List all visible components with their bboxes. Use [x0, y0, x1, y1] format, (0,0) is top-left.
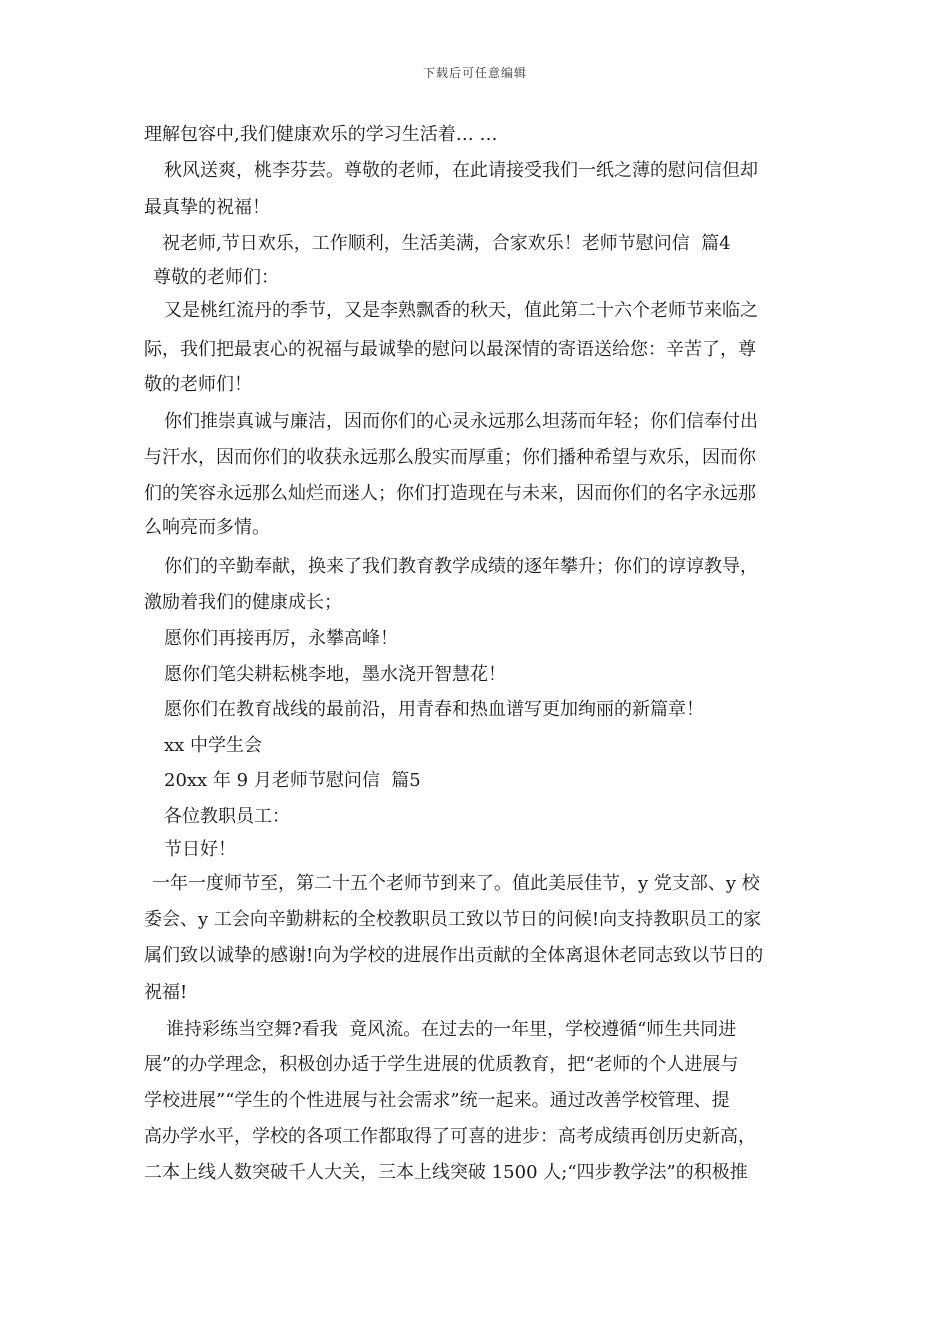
text-line: 秋风送爽，桃李芬芸。尊敬的老师，在此请接受我们一纸之薄的慰问信但却 — [164, 160, 758, 181]
text-line: 展”的办学理念，积极创办适于学生进展的优质教育，把“老师的个人进展与 — [144, 1054, 739, 1075]
text-line: 谁持彩练当空舞?看我 竟风流。在过去的一年里，学校遵循“师生共同进 — [166, 1019, 737, 1040]
text-line: 又是桃红流丹的季节，又是李熟飘香的秋天，值此第二十六个老师节来临之 — [164, 300, 758, 321]
text-line: 愿你们在教育战线的最前沿，用青春和热血谱写更加绚丽的新篇章！ — [164, 699, 704, 720]
text-line: 属们致以诚挚的感谢!向为学校的进展作出贡献的全体离退休老同志致以节日的 — [144, 945, 764, 966]
text-line: 委会、y 工会向辛勤耕耘的全校教职员工致以节日的问候!向支持教职员工的家 — [144, 909, 762, 930]
download-note-header: 下载后可任意编辑 — [422, 66, 527, 80]
text-line: 学校进展”“学生的个性进展与社会需求”统一起来。通过改善学校管理、提 — [144, 1090, 730, 1111]
text-line: 么响亮而多情。 — [144, 517, 270, 538]
text-line: 际，我们把最衷心的祝福与最诚挚的慰问以最深情的寄语送给您：辛苦了，尊 — [144, 339, 756, 360]
text-line: 与汗水，因而你们的收获永远那么殷实而厚重；你们播种希望与欢乐，因而你 — [144, 447, 756, 468]
text-line: 一年一度师节至，第二十五个老师节到来了。值此美辰佳节，y 党支部、y 校 — [152, 873, 760, 894]
text-line: 20xx 年 9 月老师节慰问信 篇5 — [164, 770, 421, 791]
text-line: 最真挚的祝福！ — [144, 197, 270, 218]
text-line: 尊敬的老师们： — [153, 267, 279, 288]
text-line: 你们的辛勤奉献，换来了我们教育教学成绩的逐年攀升；你们的谆谆教导， — [164, 556, 758, 577]
text-line: 激励着我们的健康成长； — [144, 592, 342, 613]
text-line: 理解包容中,我们健康欢乐的学习生活着… … — [144, 124, 498, 145]
text-line: 愿你们笔尖耕耘桃李地，墨水浇开智慧花！ — [164, 664, 506, 685]
text-line: xx 中学生会 — [164, 735, 263, 756]
text-line: 祝福! — [144, 982, 188, 1003]
text-line: 节日好！ — [164, 839, 236, 860]
text-line: 们的笑容永远那么灿烂而迷人；你们打造现在与未来，因而你们的名字永远那 — [144, 483, 756, 504]
text-line: 高办学水平，学校的各项工作都取得了可喜的进步：高考成绩再创历史新高， — [144, 1126, 756, 1147]
text-line: 敬的老师们！ — [144, 374, 252, 395]
text-line: 你们推崇真诚与廉洁，因而你们的心灵永远那么坦荡而年轻；你们信奉付出 — [164, 411, 758, 432]
text-line: 祝老师,节日欢乐，工作顺利，生活美满，合家欢乐！老师节慰问信 篇4 — [162, 233, 731, 254]
text-line: 各位教职员工： — [164, 806, 290, 827]
text-line: 二本上线人数突破千人大关，三本上线突破 1500 人;“四步教学法”的积极推 — [144, 1162, 748, 1183]
text-line: 愿你们再接再厉，永攀高峰！ — [164, 628, 398, 649]
